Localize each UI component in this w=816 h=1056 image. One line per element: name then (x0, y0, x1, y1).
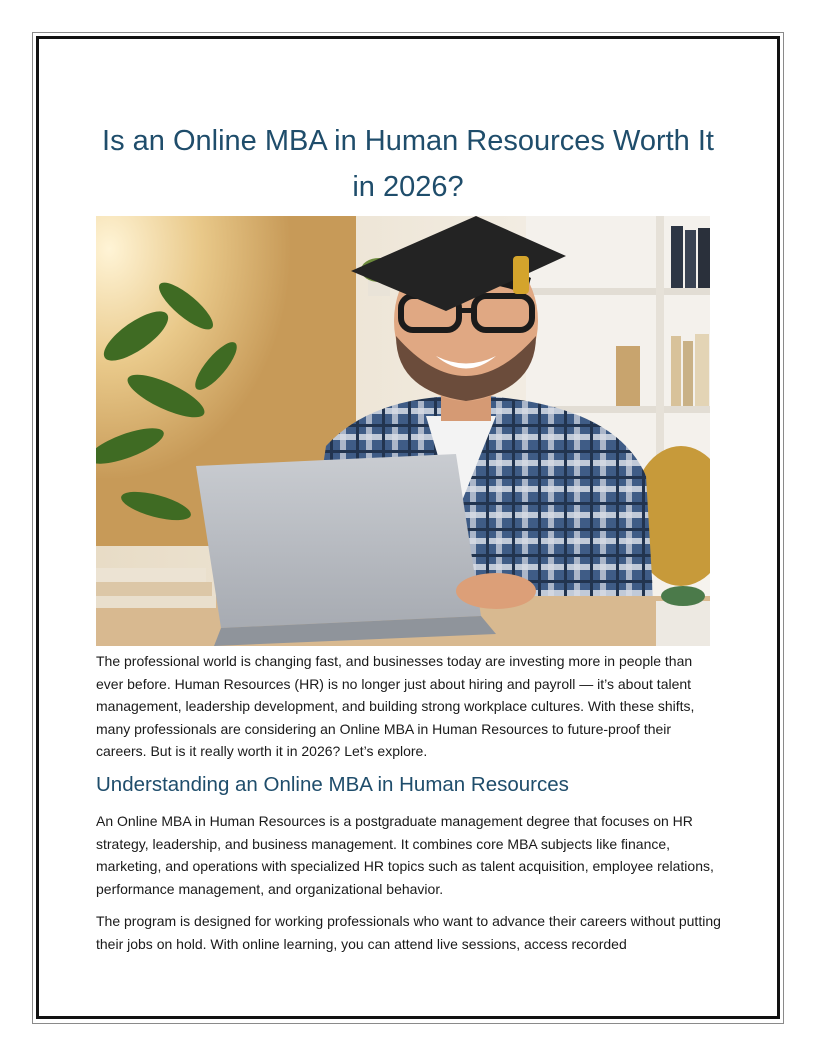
section-paragraph: An Online MBA in Human Resources is a postgraduate management degree that focuses on HR strategy, leadership, and business management. It combines core MBA subjects like finance, marketing, and operations with specialized HR topics such as talent acquisition, employee relations, performance management, and organizational behavior. (96, 813, 714, 897)
document-title: Is an Online MBA in Human Resources Worth It in 2026? (102, 125, 714, 203)
intro-paragraph: The professional world is changing fast, and businesses today are investing more in people than ever before. Human Resources (HR) is no longer just about hiring and payroll — it’s about talent management, leadership development, and building strong workplace cultures. With these shifts, many professionals are considering an Online MBA in Human Resources to future-proof their careers. But is it really worth it in 2026? Let’s explore. (96, 653, 695, 759)
section-paragraph: The program is designed for working professionals who want to advance their careers without putting their jobs on hold. With online learning, you can attend live sessions, access recorded (96, 913, 721, 952)
section-heading: Understanding an Online MBA in Human Resources (96, 773, 569, 796)
hero-image (96, 216, 710, 646)
